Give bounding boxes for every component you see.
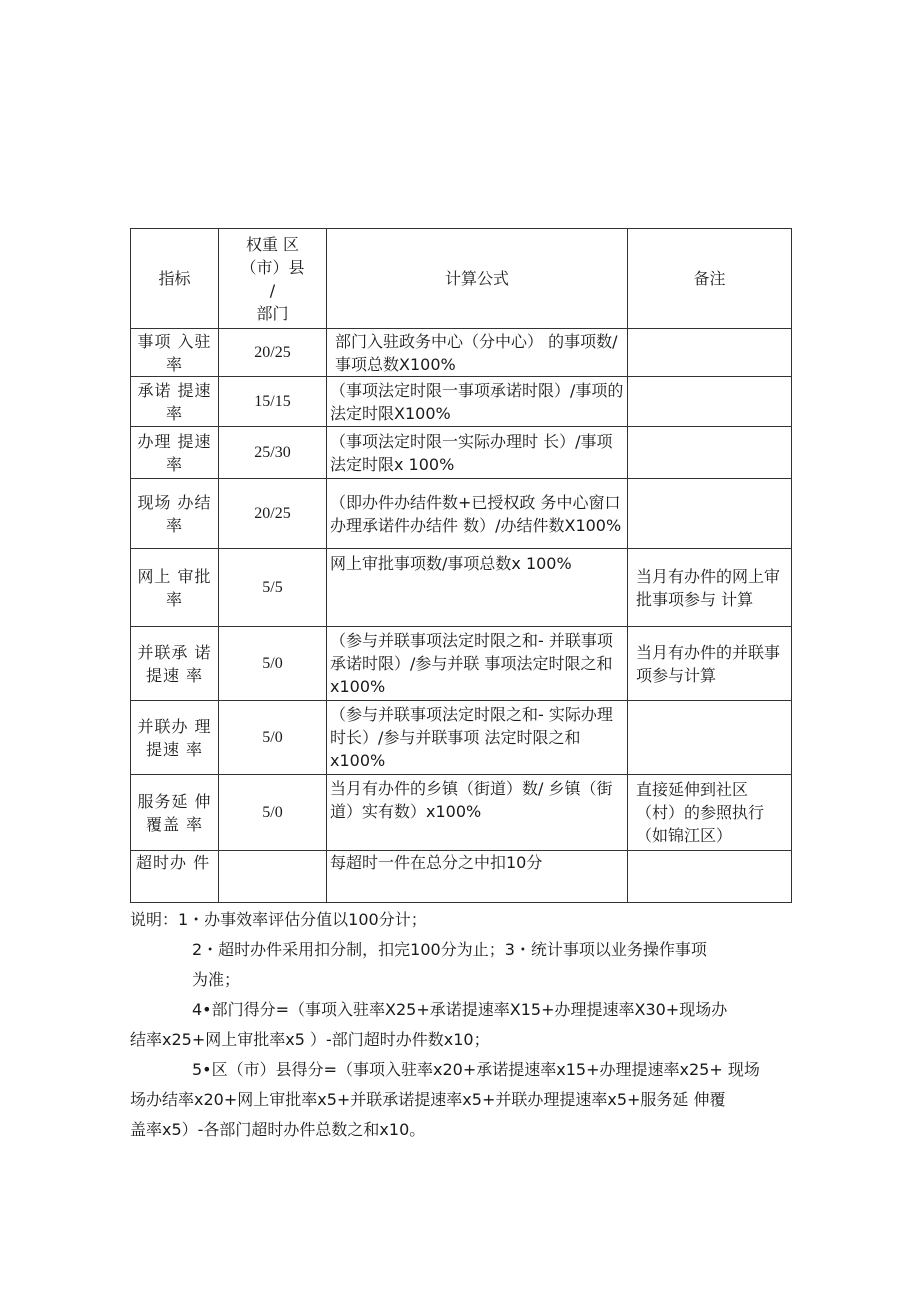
note-1: 说明：1・办事效率评估分值以100分计； <box>130 910 427 929</box>
formula-cell: （事项法定时限一实际办理时 长）/事项法定时限x 100% <box>327 427 628 479</box>
weight-cell: 5/0 <box>219 701 327 775</box>
indicator-cell: 并联办 理提速 率 <box>131 701 219 775</box>
table-row <box>131 329 792 377</box>
weight-cell: 5/0 <box>219 775 327 851</box>
remark-cell: 当月有办件的网上审批事项参与 计算 <box>628 549 792 627</box>
header-indicator: 指标 <box>131 229 219 329</box>
remark-cell <box>628 427 792 479</box>
indicator-cell: 网上 审批率 <box>131 549 219 627</box>
remark-cell: 直接延伸到社区（村）的参照执行（如锦江区） <box>628 775 792 851</box>
header-weight-line3: / <box>269 280 276 300</box>
notes-section <box>130 905 795 1145</box>
table-row <box>131 775 792 851</box>
formula-cell: （即办件办结件数+已授权政 务中心窗口办理承诺件办结件 数）/办结件数X100% <box>327 479 628 549</box>
formula-cell: 每超时一件在总分之中扣10分 <box>327 851 628 903</box>
header-remark: 备注 <box>628 229 792 329</box>
remark-cell <box>628 701 792 775</box>
indicator-cell: 事项 入驻率 <box>131 329 219 377</box>
header-formula: 计算公式 <box>327 229 628 329</box>
weight-cell <box>219 851 327 903</box>
remark-cell <box>628 479 792 549</box>
formula-cell: 部门入驻政务中心（分中心） 的事项数/事项总数X100% <box>327 329 628 377</box>
note-2-line1: 2・超时办件采用扣分制，扣完100分为止；3・统计事项以业务操作事项 <box>192 940 707 959</box>
weight-cell: 25/30 <box>219 427 327 479</box>
header-weight-line1: 权重 区 <box>245 234 300 254</box>
remark-cell: 当月有办件的并联事项参与计算 <box>628 627 792 701</box>
weight-cell: 20/25 <box>219 329 327 377</box>
remark-cell <box>628 377 792 427</box>
note-5-line2: 场办结率x20+网上审批率x5+并联承诺提速率x5+并联办理提速率x5+服务延 伸覆 <box>130 1090 726 1109</box>
indicator-cell: 服务延 伸覆盖 率 <box>131 775 219 851</box>
weight-cell: 15/15 <box>219 377 327 427</box>
table-row <box>131 377 792 427</box>
table-row <box>131 427 792 479</box>
weight-cell: 5/0 <box>219 627 327 701</box>
indicator-cell: 并联承 诺提速 率 <box>131 627 219 701</box>
remark-cell <box>628 329 792 377</box>
note-4-line2: 结率x25+网上审批率x5 ）-部门超时办件数x10； <box>130 1030 490 1049</box>
note-5-line1: 5•区（市）县得分=（事项入驻率x20+承诺提速率x15+办理提速率x25+ 现场 <box>192 1060 760 1079</box>
formula-cell: （参与并联事项法定时限之和- 并联事项承诺时限）/参与并联 事项法定时限之和x100% <box>327 627 628 701</box>
metrics-table <box>130 228 792 903</box>
table-row <box>131 851 792 903</box>
formula-cell: 当月有办件的乡镇（街道）数/ 乡镇（街道）实有数）x100% <box>327 775 628 851</box>
weight-cell: 20/25 <box>219 479 327 549</box>
remark-cell <box>628 851 792 903</box>
indicator-cell: 超时办 件 <box>131 851 219 903</box>
weight-cell: 5/5 <box>219 549 327 627</box>
table-header-row <box>131 229 792 329</box>
formula-cell: 网上审批事项数/事项总数x 100% <box>327 549 628 627</box>
note-4-line1: 4•部门得分=（事项入驻率X25+承诺提速率X15+办理提速率X30+现场办 <box>192 1000 728 1019</box>
note-5-line3: 盖率x5）-各部门超时办件总数之和x10。 <box>130 1120 426 1139</box>
formula-cell: （参与并联事项法定时限之和- 实际办理时长）/参与并联事项 法定时限之和x100% <box>327 701 628 775</box>
indicator-cell: 现场 办结率 <box>131 479 219 549</box>
table-row <box>131 627 792 701</box>
header-weight-line4: 部门 <box>256 303 289 323</box>
header-weight-line2: （市）县 <box>240 257 305 277</box>
table-row <box>131 479 792 549</box>
indicator-cell: 承诺 提速率 <box>131 377 219 427</box>
formula-cell: （事项法定时限一事项承诺时限）/事项的法定时限X100% <box>327 377 628 427</box>
indicator-cell: 办理 提速率 <box>131 427 219 479</box>
table-row <box>131 701 792 775</box>
table-row <box>131 549 792 627</box>
note-2-line2: 为准； <box>192 970 241 989</box>
header-weight <box>219 229 327 329</box>
